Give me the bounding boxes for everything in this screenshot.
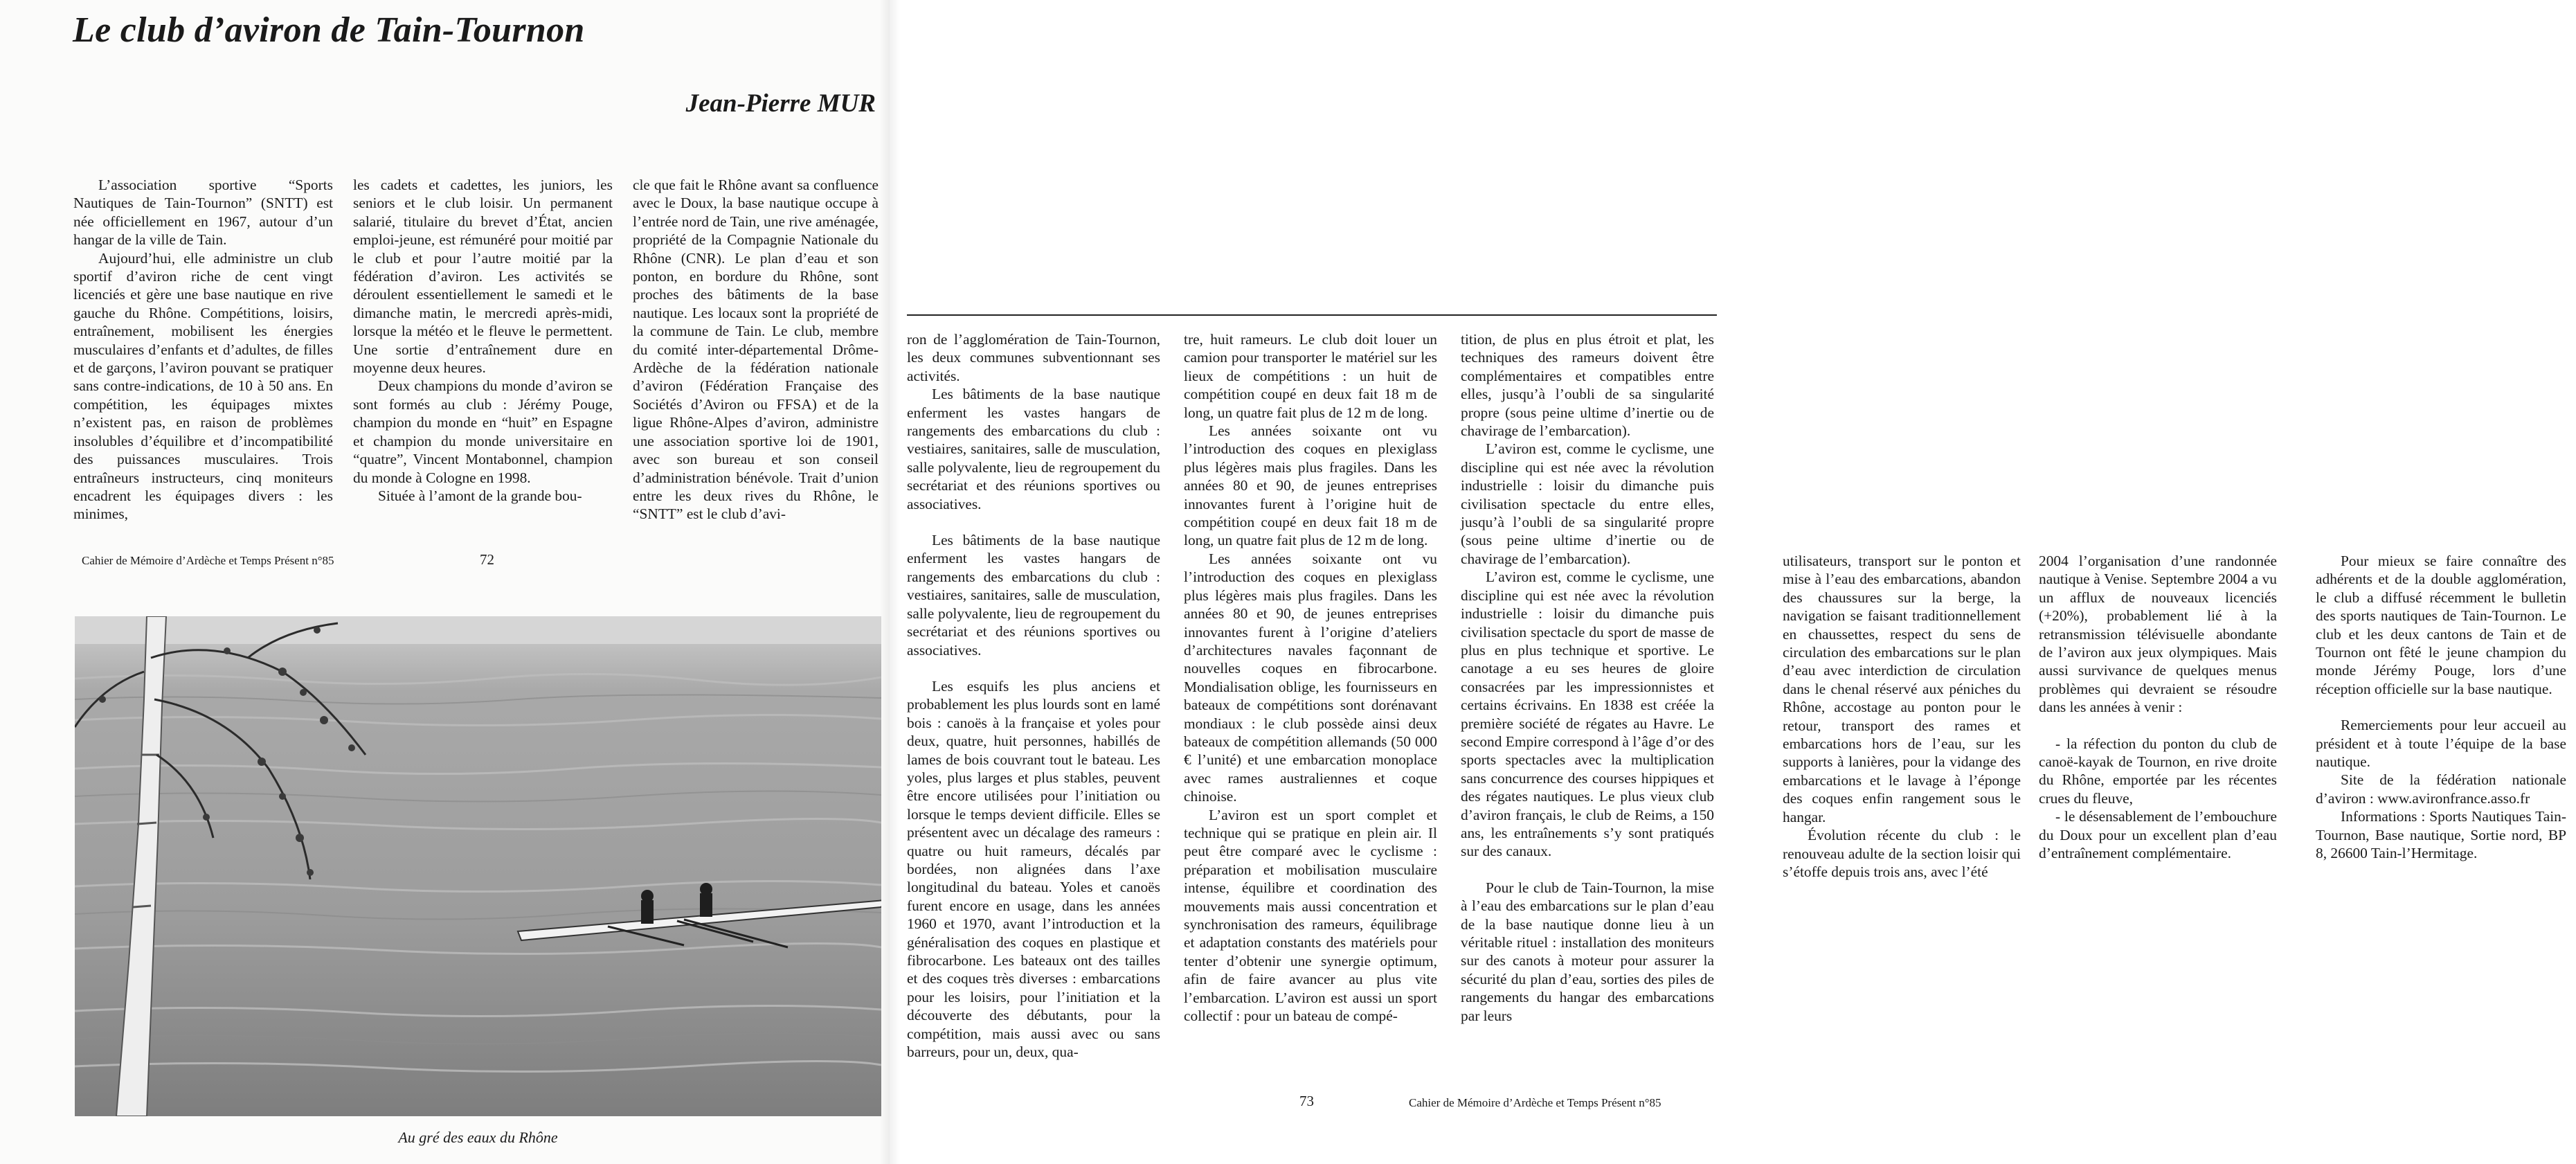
paragraph: 2004 l’organisation d’une randonnée nautique à Venise. Septembre 2004 a vu un afflux de nouveaux licenciés (+20%), probablement lié à la retransmission télévisuelle abondante de l’aviron aux jeux olympiques. Mais aussi survivance de quelques menus problèmes qui devraient se résoudre dans les années à venir : (2039, 553, 2277, 716)
p73-column-4 (1783, 552, 2021, 881)
paragraph: tre, huit rameurs. Le club doit louer un camion pour transporter le matériel sur les lieux de compétitions : un huit de compétition coupé en deux fait 18 m de long, un quatre fait plus de 12 m de long. (1184, 331, 1437, 421)
paragraph: L’aviron est, comme le cyclisme, une discipline qui est née avec la révolution industrielle : loisir du dimanche puis civilisation spectacle du sport de masse de plus en plus technique et sportive. Le canotage a eu ses heures de gloire consacrées par les impressionnistes et certains écrivains. En 1838 est créée la première société de régates au Havre. Le second Empire correspond à l’âge d’or des sports spectacles avec la multiplication sans concurrence des courses hippiques et des régates nautiques. Le plus vieux club d’aviron français, le club de Reims, a 150 ans, les entraînements s’y sont pratiqués sur des canaux. (1461, 568, 1714, 860)
bullet-list (2039, 735, 2277, 863)
paragraph: Deux champions du monde d’aviron se sont formés au club : Jérémy Pouge, champion du monde en “huit” en Espagne et champion du monde universitaire en “quatre”, Vincent Montabonnel, champion du monde à Cologne en 1998. (353, 377, 613, 486)
rowing-photo (75, 616, 881, 1116)
page-72 (0, 0, 890, 1164)
page-number: 72 (480, 551, 494, 568)
page-footer: Cahier de Mémoire d’Ardèche et Temps Présent n°85 (1409, 1096, 1661, 1109)
paragraph: Évolution récente du club : le renouveau adulte de la section loisir qui s’étoffe depuis trois ans, avec l’été (1783, 827, 2021, 880)
rowing-photo-icon (75, 616, 881, 1116)
author-name: Jean-Pierre MUR (685, 89, 876, 118)
p72-column-1 (73, 176, 333, 523)
paragraph: tition, de plus en plus étroit et plat, les techniques des rameurs doivent être complémentaires et compatibles entre elles, jusqu’à l’oubli de sa singularité propre (sous peine ultime d’inertie ou de chavirage de l’embarcation). (1461, 331, 1714, 440)
article-title: Le club d’aviron de Tain-Tournon (73, 10, 585, 50)
paragraph: L’aviron est un sport complet et technique qui se pratique en plein air. Il peut être comparé avec le cyclisme : préparation et mobilisation musculaire intense, équilibre et coordination des mouvements mais aussi concentration et synchronisation des rameurs, équilibrage et adaptation constants des matériels pour tenter d’obtenir une synergie optimum, afin de faire avancer au plus vite l’embarcation. L’aviron est aussi un sport collectif : pour un bateau de compé- (1184, 806, 1437, 1025)
photo-caption: Au gré des eaux du Rhône (398, 1129, 558, 1146)
paragraph: Pour mieux se faire connaître des adhérents et de la double agglomération, le club a diffusé récemment le bulletin des sports nautiques de Tain-Tournon. Le club et les deux cantons de Tain et de Tournon ont fêté le jeune champion du monde Jérémy Pouge, lors d’une réception officielle sur la base nautique. (2316, 553, 2566, 697)
paragraph: Site de la fédération nationale d’aviron : www.avironfrance.asso.fr (2316, 771, 2566, 807)
horizontal-rule (907, 314, 1717, 316)
paragraph: Les années soixante ont vu l’introduction des coques en plexiglass plus légères mais plus fragiles. Dans les années 80 et 90, de jeunes entreprises innovantes furent à l’origine d’ateliers d’architectures navales façonnant de nouvelles coques en fibrocarbone. Mondialisation oblige, les fournisseurs en bateaux de compétitions sont dorénavant mondiaux : le club possède ainsi deux bateaux de compétition allemands (50 000 € l’unité) et une embarcation monoplace avec rames australiennes et coque chinoise. (1184, 550, 1437, 805)
list-item: - le désensablement de l’embouchure du Doux pour un excellent plan d’eau d’entraînement complémentaire. (2039, 808, 2277, 862)
paragraph: L’aviron est, comme le cyclisme, une discipline qui est née avec la révolution industrielle : loisir du dimanche puis civilisation spectacle du entre elles, jusqu’à l’oubli de sa singularité propre (sous peine ultime d’inertie ou de chavirage de l’embarcation). (1461, 440, 1714, 567)
p73-column-3 (1461, 330, 1714, 1025)
paragraph: Informations : Sports Nautiques Tain-Tournon, Base nautique, Sortie nord, BP 8, 26600 Tain-l’Hermitage. (2316, 808, 2566, 862)
p73-column-2 (1184, 330, 1437, 1025)
paragraph: L’association sportive “Sports Nautiques de Tain-Tournon” (SNTT) est née officiellement en 1967, autour d’un hangar de la ville de Tain. (73, 177, 333, 249)
list-item: - la réfection du ponton du club de canoë-kayak de Tournon, en rive droite du Rhône, emportée par les récentes crues du fleuve, (2039, 735, 2277, 807)
paragraph: Les esquifs les plus anciens et probablement les plus lourds sont en lamé bois : canoës à la française et yoles pour deux, quatre, huit personnes, habillés de lames de bois couvrant tout le bateau. Les yoles, plus larges et plus stables, peuvent être encore utilisées pour l’initiation ou lorsque le temps devient difficile. Elles se présentent avec un décalage des rameurs : quatre ou huit rameurs, décalés par bordées, non alignées dans l’axe longitudinal du bateau. Yoles et canoës furent encore en usage, dans les années 1960 et 1970, avant l’introduction et la généralisation des coques en plastique et fibrocarbone. Les bateaux ont des tailles et des coques très diverses : embarcations pour les loisirs, pour l’initiation et la découverte des débutants, pour la compétition, mais aussi avec ou sans barreurs, pour un, deux, qua- (907, 677, 1160, 1061)
paragraph: Aujourd’hui, elle administre un club sportif d’aviron riche de cent vingt licenciés et gère une base nautique en rive gauche du Rhône. Compétitions, loisirs, entraînement, mobilisent les énergies musculaires d’enfants et d’adultes, de filles et de garçons, l’aviron pouvant se pratiquer sans contre-indications, de 10 à 50 ans. En compétition, les équipages mixtes n’existent pas, en raison de problèmes insolubles d’équilibre et d’incompatibilité des puissances musculaires. Trois entraîneurs instructeurs, cinq moniteurs encadrent les équipages divers : les minimes, (73, 249, 333, 523)
p72-column-2 (353, 176, 613, 505)
paragraph: Pour le club de Tain-Tournon, la mise à l’eau des embarcations sur le plan d’eau de la base nautique donne lieu à un véritable rituel : installation des moniteurs sur des canots à moteur pour assurer la sécurité du plan d’eau, sorties des piles de rangements du hangar des embarcations par leurs (1461, 879, 1714, 1024)
paragraph: Remerciements pour leur accueil au président et à toute l’équipe de la base nautique. (2316, 717, 2566, 771)
p73-column-6 (2316, 552, 2566, 863)
paragraph: ron de l’agglomération de Tain-Tournon, les deux communes subventionnant ses activités. (907, 331, 1160, 384)
paragraph: Les bâtiments de la base nautique enferment les vastes hangars de rangements des embarcations du club : vestiaires, sanitaires, salle de musculation, salle polyvalente, lieu de regroupement du secrétariat et des réunions sportives ou associatives. (907, 386, 1160, 512)
paragraph: Situéе à l’amont de la grande bou- (378, 487, 582, 504)
paragraph: les cadets et cadettes, les juniors, les seniors et le club loisir. Un permanent salarié, titulaire du brevet d’État, ancien emploi-jeune, est rémunéré pour moitié par le club et pour l’autre moitié par la fédération d’aviron. Les activités se déroulent essentiellement le samedi et le dimanche matin, le mercredi après-midi, lorsque la météo et le fleuve le permettent. Une sortie d’entraînement dure en moyenne deux heures. (353, 177, 613, 377)
paragraph: Les bâtiments de la base nautique enferment les vastes hangars de rangements des embarcations du club : vestiaires, sanitaires, salle de musculation, salle polyvalente, lieu de regroupement du secrétariat et des réunions sportives ou associatives. (907, 532, 1160, 659)
page-number: 73 (1299, 1093, 1314, 1109)
p73-column-1 (907, 330, 1160, 1061)
paragraph: cle que fait le Rhône avant sa confluence avec le Doux, la base nautique occupe à l’entrée nord de Tain, une rive aménagée, propriété de la Compagnie Nationale du Rhône (CNR). Le plan d’eau et son ponton, en bordure du Rhône, sont proches des bâtiments de la base nautique. Les locaux sont la propriété de la commune de Tain. Le club, membre du comité inter-départemental Drôme-Ardèche de la fédération nationale d’aviron (Fédération Française des Sociétés d’Aviron ou FFSA) et de la ligue Rhône-Alpes d’aviron, administre une association sportive loi de 1901, avec son bureau et son conseil d’administration bénévole. Trait d’union entre les deux rives du Rhône, le “SNTT” est le club d’avi- (633, 177, 879, 523)
paragraph: Les années soixante ont vu l’introduction des coques en plexiglass plus légères mais plus fragiles. Dans les années 80 et 90, de jeunes entreprises innovantes furent à l’origine huit de compétition coupé en deux fait 18 m de long, un quatre fait plus de 12 m de long. (1184, 422, 1437, 549)
p73-column-5 (2039, 552, 2277, 863)
paragraph: utilisateurs, transport sur le ponton et mise à l’eau des embarcations, abandon des chaussures sur la berge, la navigation se faisant traditionnellement en chaussettes, respect du sens de circulation des embarcations sur le plan d’eau avec interdiction de circulation dans le chenal réservé aux péniches du Rhône, accostage au ponton pour le retour, transport des rames et embarcations hors de l’eau, sur les supports à lanières, pour la vidange des embarcations et le lavage à l’éponge des coques enfin rangement sous le hangar. (1783, 553, 2021, 825)
spread-gutter (879, 0, 900, 1164)
page-footer: Cahier de Mémoire d’Ardèche et Temps Présent n°85 (82, 554, 334, 567)
p72-column-3 (633, 176, 879, 523)
